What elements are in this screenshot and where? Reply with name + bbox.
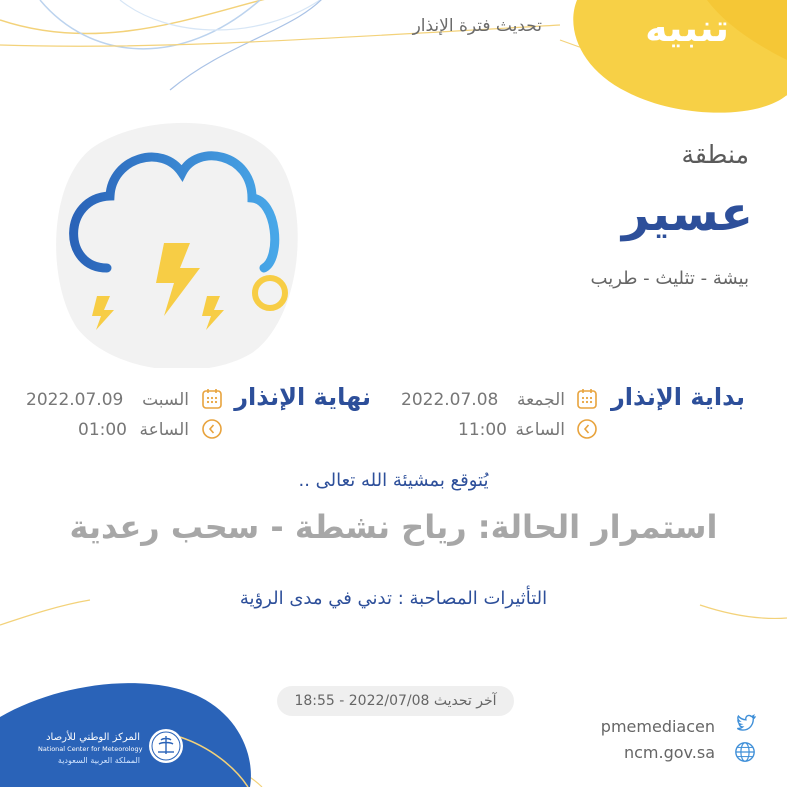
warning-start-day: الجمعة — [516, 390, 565, 410]
forecast-intro: يُتوقع بمشيئة الله تعالى .. — [298, 470, 489, 491]
ncm-logo-icon — [148, 728, 184, 764]
calendar-icon — [201, 388, 223, 410]
clock-icon — [201, 418, 223, 440]
warning-end-day: السبت — [142, 390, 189, 410]
region-label: منطقة — [681, 140, 749, 169]
warning-start-time-label: الساعة — [515, 420, 565, 440]
forecast-effects: التأثيرات المصاحبة : تدني في مدى الرؤية — [239, 588, 548, 609]
last-update-badge: آخر تحديث 2022/07/08 - 18:55 — [277, 686, 514, 716]
clock-icon — [576, 418, 598, 440]
warning-end-time: 01:00 — [78, 420, 127, 440]
forecast-status: استمرار الحالة: رياح نشطة - سحب رعدية — [69, 508, 718, 546]
org-name-english: National Center for Meteorology — [38, 745, 143, 753]
org-country: المملكة العربية السعودية — [57, 756, 140, 765]
calendar-icon — [576, 388, 598, 410]
warning-start-date: 2022.07.08 — [401, 390, 499, 410]
alert-label: تنبيه — [645, 6, 729, 50]
region-areas: بيشة - تثليث - طريب — [590, 268, 749, 289]
twitter-icon[interactable] — [734, 712, 756, 734]
website-link[interactable]: ncm.gov.sa — [623, 743, 715, 762]
warning-end-date: 2022.07.09 — [26, 390, 124, 410]
warning-end-time-label: الساعة — [139, 420, 189, 440]
update-period-label: تحديث فترة الإنذار — [412, 16, 542, 36]
warning-end-title: نهاية الإنذار — [234, 383, 371, 411]
org-name-arabic: المركز الوطني للأرصاد — [46, 732, 140, 743]
twitter-handle[interactable]: pmemediacen — [600, 717, 715, 736]
globe-icon[interactable] — [734, 741, 756, 763]
warning-start-title: بداية الإنذار — [610, 383, 745, 411]
region-name: عسير — [621, 186, 753, 242]
warning-start-time: 11:00 — [458, 420, 507, 440]
thunderstorm-cloud-icon — [52, 118, 302, 368]
